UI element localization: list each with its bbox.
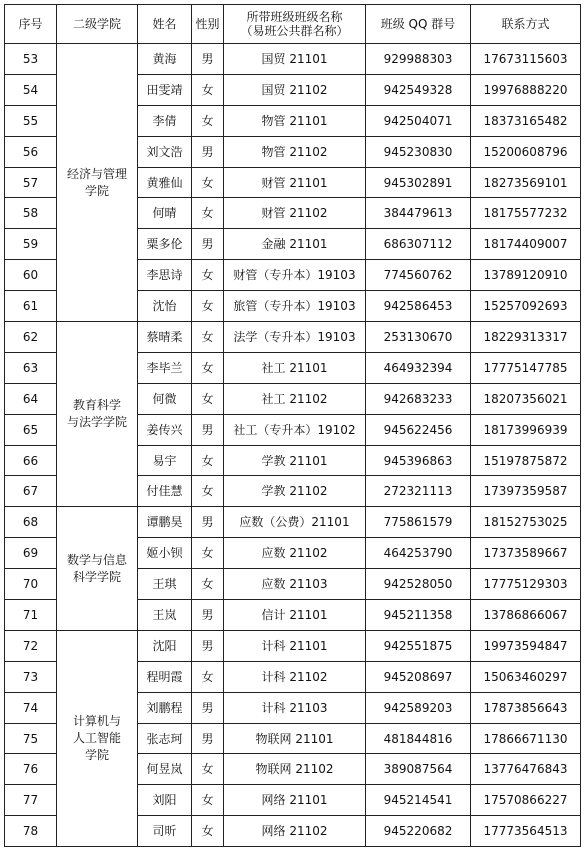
header-class-name: 所带班级班级名称 （易班公共群名称） xyxy=(224,5,366,44)
cell-qq-group: 945214541 xyxy=(366,785,471,816)
cell-gender: 女 xyxy=(192,167,224,198)
cell-class: 国贸 21102 xyxy=(224,74,366,105)
header-index: 序号 xyxy=(5,5,57,44)
cell-name: 谭鹏昊 xyxy=(138,507,192,538)
cell-name: 何晴 xyxy=(138,198,192,229)
cell-qq-group: 945230830 xyxy=(366,136,471,167)
cell-qq-group: 774560762 xyxy=(366,260,471,291)
cell-college: 计算机与 人工智能 学院 xyxy=(57,630,138,846)
cell-phone: 18174409007 xyxy=(471,229,581,260)
header-name: 姓名 xyxy=(138,5,192,44)
cell-class: 物联网 21101 xyxy=(224,723,366,754)
cell-name: 蔡晴柔 xyxy=(138,322,192,353)
cell-phone: 18373165482 xyxy=(471,105,581,136)
cell-name: 粟多伦 xyxy=(138,229,192,260)
cell-index: 60 xyxy=(5,260,57,291)
cell-index: 68 xyxy=(5,507,57,538)
cell-phone: 19973594847 xyxy=(471,630,581,661)
table-body xyxy=(5,44,581,847)
cell-name: 田雯靖 xyxy=(138,74,192,105)
cell-class: 旅管（专升本）19103 xyxy=(224,291,366,322)
cell-qq-group: 775861579 xyxy=(366,507,471,538)
cell-qq-group: 945396863 xyxy=(366,445,471,476)
cell-phone: 18273569101 xyxy=(471,167,581,198)
cell-name: 王琪 xyxy=(138,569,192,600)
cell-class: 物联网 21102 xyxy=(224,754,366,785)
cell-index: 53 xyxy=(5,44,57,75)
cell-phone: 17775129303 xyxy=(471,569,581,600)
cell-index: 64 xyxy=(5,383,57,414)
cell-class: 法学（专升本）19103 xyxy=(224,322,366,353)
cell-name: 付佳慧 xyxy=(138,476,192,507)
cell-phone: 13789120910 xyxy=(471,260,581,291)
cell-index: 55 xyxy=(5,105,57,136)
cell-class: 物管 21101 xyxy=(224,105,366,136)
cell-qq-group: 942549328 xyxy=(366,74,471,105)
cell-name: 黄海 xyxy=(138,44,192,75)
cell-gender: 男 xyxy=(192,692,224,723)
cell-qq-group: 942586453 xyxy=(366,291,471,322)
cell-phone: 18152753025 xyxy=(471,507,581,538)
cell-college: 经济与管理 学院 xyxy=(57,44,138,322)
cell-qq-group: 464932394 xyxy=(366,352,471,383)
cell-phone: 15257092693 xyxy=(471,291,581,322)
cell-gender: 女 xyxy=(192,291,224,322)
cell-index: 67 xyxy=(5,476,57,507)
cell-gender: 女 xyxy=(192,74,224,105)
header-gender: 性别 xyxy=(192,5,224,44)
cell-phone: 15063460297 xyxy=(471,661,581,692)
cell-index: 71 xyxy=(5,600,57,631)
cell-index: 76 xyxy=(5,754,57,785)
cell-class: 应数（公费）21101 xyxy=(224,507,366,538)
cell-name: 司昕 xyxy=(138,816,192,847)
header-row xyxy=(5,5,581,44)
cell-name: 易宇 xyxy=(138,445,192,476)
cell-phone: 17775147785 xyxy=(471,352,581,383)
cell-phone: 17373589667 xyxy=(471,538,581,569)
cell-name: 刘阳 xyxy=(138,785,192,816)
cell-class: 物管 21102 xyxy=(224,136,366,167)
cell-phone: 17570866227 xyxy=(471,785,581,816)
cell-index: 65 xyxy=(5,414,57,445)
table-row xyxy=(5,322,581,353)
cell-class: 网络 21102 xyxy=(224,816,366,847)
header-college: 二级学院 xyxy=(57,5,138,44)
header-qq-group: 班级 QQ 群号 xyxy=(366,5,471,44)
cell-index: 62 xyxy=(5,322,57,353)
cell-name: 沈阳 xyxy=(138,630,192,661)
cell-qq-group: 945220682 xyxy=(366,816,471,847)
cell-class: 计科 21102 xyxy=(224,661,366,692)
cell-gender: 女 xyxy=(192,754,224,785)
cell-qq-group: 389087564 xyxy=(366,754,471,785)
cell-gender: 男 xyxy=(192,723,224,754)
cell-index: 59 xyxy=(5,229,57,260)
cell-gender: 男 xyxy=(192,630,224,661)
cell-qq-group: 384479613 xyxy=(366,198,471,229)
header-contact: 联系方式 xyxy=(471,5,581,44)
cell-qq-group: 929988303 xyxy=(366,44,471,75)
cell-index: 56 xyxy=(5,136,57,167)
cell-gender: 女 xyxy=(192,445,224,476)
cell-phone: 18173996939 xyxy=(471,414,581,445)
cell-index: 57 xyxy=(5,167,57,198)
cell-class: 学教 21102 xyxy=(224,476,366,507)
cell-qq-group: 942504071 xyxy=(366,105,471,136)
cell-name: 李思诗 xyxy=(138,260,192,291)
table-row xyxy=(5,507,581,538)
cell-gender: 女 xyxy=(192,816,224,847)
cell-gender: 女 xyxy=(192,785,224,816)
cell-gender: 女 xyxy=(192,260,224,291)
cell-phone: 17397359587 xyxy=(471,476,581,507)
cell-name: 李倩 xyxy=(138,105,192,136)
cell-name: 刘鹏程 xyxy=(138,692,192,723)
cell-index: 63 xyxy=(5,352,57,383)
cell-class: 计科 21103 xyxy=(224,692,366,723)
cell-class: 社工 21101 xyxy=(224,352,366,383)
cell-gender: 女 xyxy=(192,105,224,136)
cell-phone: 13786866067 xyxy=(471,600,581,631)
cell-class: 财管（专升本）19103 xyxy=(224,260,366,291)
cell-phone: 13776476843 xyxy=(471,754,581,785)
cell-gender: 男 xyxy=(192,507,224,538)
cell-qq-group: 686307112 xyxy=(366,229,471,260)
cell-gender: 女 xyxy=(192,322,224,353)
cell-qq-group: 942551875 xyxy=(366,630,471,661)
table-row xyxy=(5,630,581,661)
cell-qq-group: 945302891 xyxy=(366,167,471,198)
cell-qq-group: 942683233 xyxy=(366,383,471,414)
cell-name: 沈怡 xyxy=(138,291,192,322)
cell-qq-group: 945211358 xyxy=(366,600,471,631)
cell-name: 姜传兴 xyxy=(138,414,192,445)
cell-phone: 17873856643 xyxy=(471,692,581,723)
cell-index: 58 xyxy=(5,198,57,229)
cell-index: 77 xyxy=(5,785,57,816)
cell-class: 社工（专升本）19102 xyxy=(224,414,366,445)
cell-phone: 19976888220 xyxy=(471,74,581,105)
cell-gender: 男 xyxy=(192,44,224,75)
cell-gender: 男 xyxy=(192,414,224,445)
cell-class: 财管 21101 xyxy=(224,167,366,198)
cell-name: 姬小钡 xyxy=(138,538,192,569)
cell-index: 74 xyxy=(5,692,57,723)
cell-qq-group: 942528050 xyxy=(366,569,471,600)
table-row xyxy=(5,44,581,75)
cell-gender: 女 xyxy=(192,383,224,414)
cell-qq-group: 945208697 xyxy=(366,661,471,692)
cell-qq-group: 272321113 xyxy=(366,476,471,507)
cell-index: 70 xyxy=(5,569,57,600)
cell-phone: 18229313317 xyxy=(471,322,581,353)
cell-name: 李毕兰 xyxy=(138,352,192,383)
cell-phone: 17673115603 xyxy=(471,44,581,75)
cell-index: 61 xyxy=(5,291,57,322)
cell-gender: 女 xyxy=(192,569,224,600)
cell-index: 73 xyxy=(5,661,57,692)
cell-qq-group: 942589203 xyxy=(366,692,471,723)
cell-class: 应数 21103 xyxy=(224,569,366,600)
cell-gender: 男 xyxy=(192,600,224,631)
cell-class: 网络 21101 xyxy=(224,785,366,816)
cell-index: 69 xyxy=(5,538,57,569)
cell-name: 何昱岚 xyxy=(138,754,192,785)
cell-name: 张志珂 xyxy=(138,723,192,754)
cell-name: 黄雅仙 xyxy=(138,167,192,198)
cell-gender: 女 xyxy=(192,538,224,569)
cell-class: 信计 21101 xyxy=(224,600,366,631)
cell-qq-group: 945622456 xyxy=(366,414,471,445)
contact-table-container xyxy=(4,4,581,847)
cell-class: 财管 21102 xyxy=(224,198,366,229)
cell-index: 72 xyxy=(5,630,57,661)
cell-qq-group: 481844816 xyxy=(366,723,471,754)
cell-phone: 18175577232 xyxy=(471,198,581,229)
cell-phone: 17866671130 xyxy=(471,723,581,754)
cell-college: 数学与信息 科学学院 xyxy=(57,507,138,631)
cell-phone: 15200608796 xyxy=(471,136,581,167)
cell-name: 王岚 xyxy=(138,600,192,631)
cell-index: 54 xyxy=(5,74,57,105)
cell-name: 程明霞 xyxy=(138,661,192,692)
cell-phone: 17773564513 xyxy=(471,816,581,847)
cell-college: 教育科学 与法学学院 xyxy=(57,322,138,507)
cell-gender: 男 xyxy=(192,229,224,260)
cell-gender: 女 xyxy=(192,661,224,692)
cell-class: 学教 21101 xyxy=(224,445,366,476)
cell-index: 78 xyxy=(5,816,57,847)
cell-gender: 女 xyxy=(192,198,224,229)
cell-class: 计科 21101 xyxy=(224,630,366,661)
cell-class: 国贸 21101 xyxy=(224,44,366,75)
cell-phone: 15197875872 xyxy=(471,445,581,476)
cell-class: 社工 21102 xyxy=(224,383,366,414)
class-contact-table xyxy=(4,4,581,847)
cell-gender: 男 xyxy=(192,136,224,167)
cell-class: 金融 21101 xyxy=(224,229,366,260)
cell-class: 应数 21102 xyxy=(224,538,366,569)
cell-name: 刘文浩 xyxy=(138,136,192,167)
cell-gender: 女 xyxy=(192,352,224,383)
cell-phone: 18207356021 xyxy=(471,383,581,414)
cell-name: 何微 xyxy=(138,383,192,414)
cell-qq-group: 253130670 xyxy=(366,322,471,353)
cell-qq-group: 464253790 xyxy=(366,538,471,569)
cell-index: 75 xyxy=(5,723,57,754)
cell-gender: 女 xyxy=(192,476,224,507)
cell-index: 66 xyxy=(5,445,57,476)
